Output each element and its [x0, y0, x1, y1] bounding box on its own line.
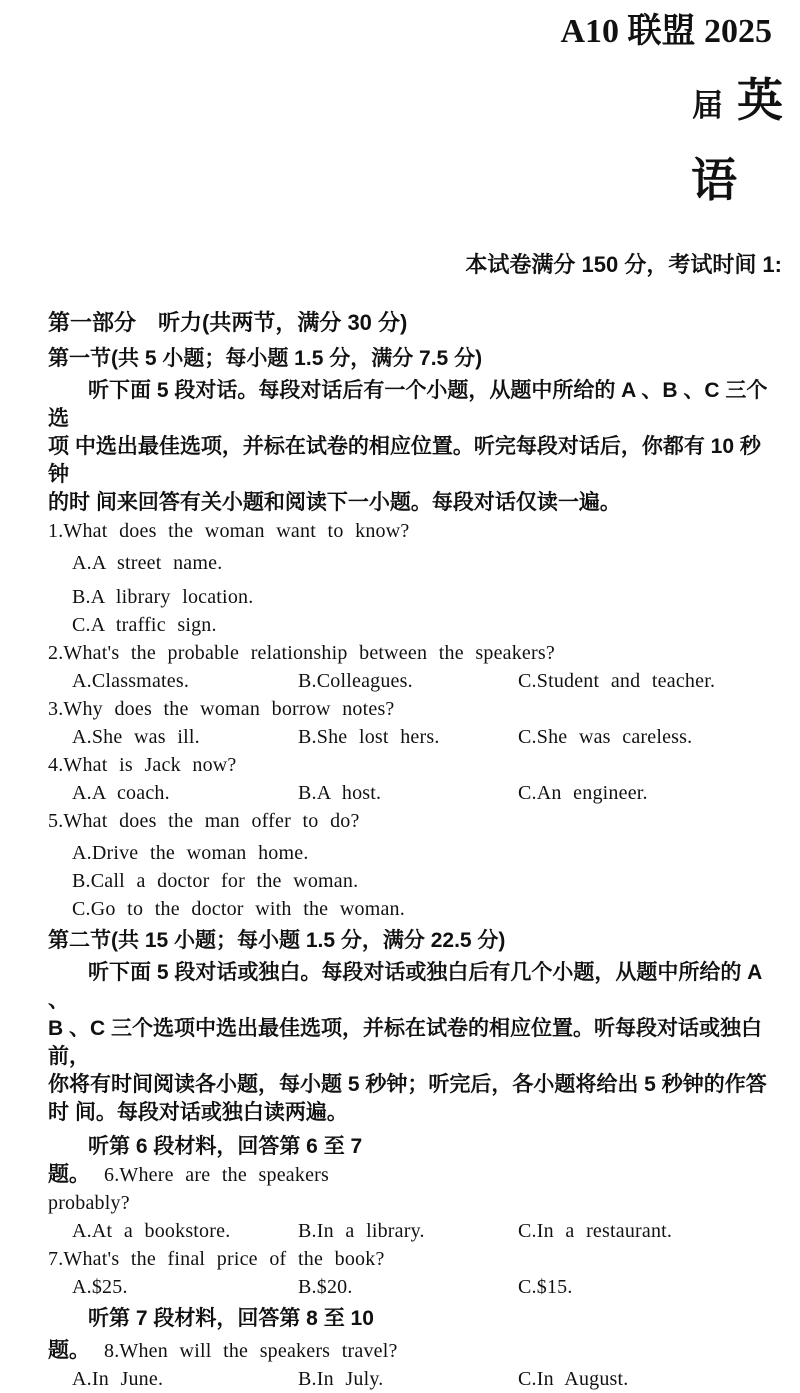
exam-title-line-3: 语	[691, 154, 737, 206]
instruction-line: 时 间。每段对话或独白读两遍。	[48, 1101, 348, 1124]
exam-header	[0, 0, 800, 204]
instruction-line: B 、C 三个选项中选出最佳选项，并标在试卷的相应位置。听每段对话或独白前，	[48, 1017, 762, 1068]
instruction-line: 听下面 5 段对话或独白。每段对话或独白后有几个小题，从题中所给的 A 、	[48, 961, 762, 1012]
option-b: B.In July.	[298, 1368, 384, 1390]
question-6	[48, 1161, 774, 1245]
option-a: A.$25.	[72, 1276, 128, 1298]
option-a: A.At a bookstore.	[72, 1220, 231, 1242]
options-row	[48, 1365, 774, 1393]
option-a: A.In June.	[72, 1368, 164, 1390]
part1-heading: 第一部分 听力(共两节，满分 30 分)	[48, 310, 408, 335]
question-text: 7.What's the final price of the book?	[48, 1248, 385, 1270]
question-text	[48, 1337, 774, 1365]
exam-body	[0, 305, 800, 1393]
option-c: C.Student and teacher.	[518, 670, 716, 692]
section1-heading: 第一节(共 5 小题；每小题 1.5 分，满分 7.5 分)	[48, 347, 483, 370]
option-b: B.She lost hers.	[298, 726, 440, 748]
question-text-en: 6.Where are the speakers	[104, 1164, 329, 1186]
option-b: B.A host.	[298, 782, 382, 804]
exam-title-line-2-small: 届	[692, 88, 723, 123]
instruction-line: 项 中选出最佳选项，并标在试卷的相应位置。听完每段对话后，你都有 10 秒钟	[48, 435, 761, 486]
material-6-intro: 听第 6 段材料，回答第 6 至 7	[88, 1135, 363, 1158]
question-text: 2.What's the probable relationship between the speakers?	[48, 642, 555, 664]
instruction-line: 的时 间来回答有关小题和阅读下一小题。每段对话仅读一遍。	[48, 491, 621, 514]
question-text: 4.What is Jack now?	[48, 754, 237, 776]
question-text-en: 8.When will the speakers travel?	[104, 1340, 398, 1362]
exam-title-line-1: A10 联盟 2025	[560, 13, 772, 50]
options-row	[48, 723, 774, 751]
question-text-continued: probably?	[48, 1192, 130, 1214]
instruction-line: 你将有时间阅读各小题，每小题 5 秒钟；听完后，各小题将给出 5 秒钟的作答	[48, 1073, 767, 1096]
material-7-intro: 听第 7 段材料，回答第 8 至 10	[88, 1307, 374, 1330]
option-b: B.Colleagues.	[298, 670, 413, 692]
option-a: A.Drive the woman home.	[72, 842, 309, 864]
options-row	[48, 779, 774, 807]
question-2	[48, 639, 774, 695]
option-b: B.Call a doctor for the woman.	[72, 870, 359, 892]
option-a: A.She was ill.	[72, 726, 200, 748]
question-4	[48, 751, 774, 807]
question-8	[48, 1337, 774, 1393]
question-5	[48, 807, 774, 923]
question-1	[48, 517, 774, 639]
question-text: 5.What does the man offer to do?	[48, 810, 360, 832]
question-prefix: 题。	[48, 1339, 90, 1362]
question-3	[48, 695, 774, 751]
instruction-line: 听下面 5 段对话。每段对话后有一个小题，从题中所给的 A 、B 、C 三个选	[48, 379, 768, 430]
option-a: A.A street name.	[72, 552, 223, 574]
section2-instructions	[48, 959, 774, 1127]
question-text: 3.Why does the woman borrow notes?	[48, 698, 395, 720]
options-row	[48, 667, 774, 695]
option-a: A.Classmates.	[72, 670, 190, 692]
question-text: 1.What does the woman want to know?	[48, 520, 410, 542]
option-b: B.In a library.	[298, 1220, 425, 1242]
options-row	[48, 1273, 774, 1301]
option-c: C.In August.	[518, 1368, 629, 1390]
exam-subtitle: 本试卷满分 150 分，考试时间 1:	[465, 252, 782, 277]
option-c: C.A traffic sign.	[72, 614, 217, 636]
option-c: C.$15.	[518, 1276, 573, 1298]
exam-title-line-2	[0, 76, 800, 136]
option-c: C.In a restaurant.	[518, 1220, 673, 1242]
option-b: B.A library location.	[72, 586, 254, 608]
option-a: A.A coach.	[72, 782, 170, 804]
option-c: C.An engineer.	[518, 782, 648, 804]
question-7	[48, 1245, 774, 1301]
section1-instructions	[48, 377, 774, 517]
question-prefix: 题。	[48, 1163, 90, 1186]
question-text	[48, 1161, 774, 1189]
exam-title-line-2-large: 英	[737, 74, 783, 126]
option-c: C.Go to the doctor with the woman.	[72, 898, 405, 920]
option-c: C.She was careless.	[518, 726, 693, 748]
options-row	[48, 1217, 774, 1245]
section2-heading: 第二节(共 15 小题；每小题 1.5 分，满分 22.5 分)	[48, 929, 506, 952]
option-b: B.$20.	[298, 1276, 353, 1298]
